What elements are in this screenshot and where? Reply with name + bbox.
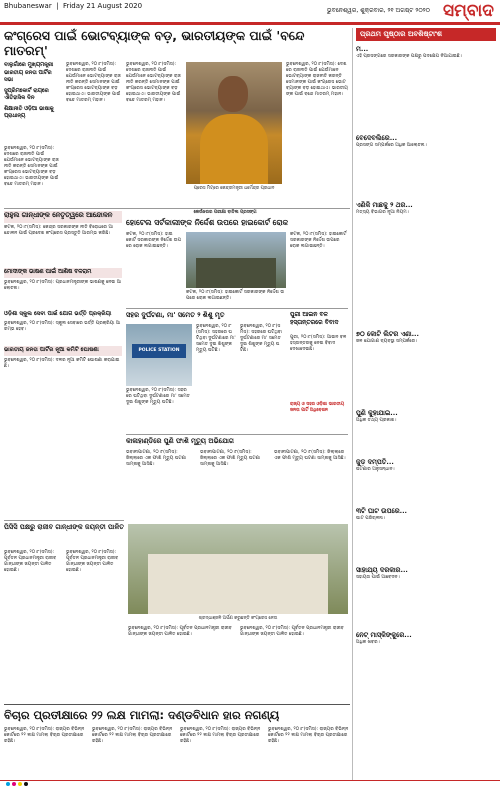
bottom-body-col4: ଭୁବନେଶ୍ୱର, ୨୦।୮(ସମିସ): ରାଜ୍ୟର ବିଭିନ୍ନ କୋର୍ଟରେ ୨୨ ଲକ୍ଷ ମାମଲା ବିଚାର ପ୍ରତୀକ୍ଷାରେ ରହିଛି।: [268, 727, 349, 744]
bottom-headline-box: [4, 707, 350, 725]
lead-headline: କଂଗ୍ରେସ ପାଇଁ ଭୋଟବ୍ୟାଙ୍କ ବଡ଼, ଭାରତୀୟଙ୍କ ପାଇଁ 'ବନ୍ଦେ ମାତରମ୍': [4, 28, 305, 58]
lead-photo: [186, 62, 282, 184]
bottom-body-col1: ଭୁବନେଶ୍ୱର, ୨୦।୮(ସମିସ): ରାଜ୍ୟର ବିଭିନ୍ନ କୋର୍ଟରେ ୨୨ ଲକ୍ଷ ମାମଲା ବିଚାର ପ୍ରତୀକ୍ଷାରେ ରହିଛି।: [4, 727, 85, 744]
school-headline-box: [4, 310, 122, 320]
sidebar-section-title: ୩ଟି ଘାଟ ଉପରେ...: [356, 507, 408, 515]
newspaper-logo: ସମ୍ବାଦ: [443, 1, 494, 21]
mid-body-col3: ଭୁବନେଶ୍ୱର, ୨୦।୮(ସମିସ): ସହରରେ ଘଟିଥିବା ଦୁର୍ଘଟଣାରେ ମା' ସମେତ ଦୁଇ ଶିଶୁଙ୍କ ମୃତ୍ୟୁ ଘଟିଛି।: [240, 324, 282, 353]
registration-dot: [12, 782, 16, 786]
bjp-headline-box: [4, 346, 122, 356]
lead-bullets: [4, 62, 62, 144]
sidebar-section-body: ମତ୍ସ୍ୟ ବିଭାଗର ନୂଆ ନିୟମ।: [356, 210, 409, 215]
rule: [126, 434, 348, 435]
bjp-body: ଭୁବନେଶ୍ୱର, ୨୦।୮(ସମିସ): ଦଳର ନୂଆ କମିଟି ଘୋଷଣା କରାଯାଇଛି।: [4, 358, 120, 369]
masthead-rule: [0, 22, 500, 25]
cong-photo: [128, 524, 348, 614]
cong-body-col2: ଭୁବନେଶ୍ୱର, ୨୦।୮(ସମିସ): ପୂର୍ବତନ ପ୍ରଧାନମନ୍ତ୍ରୀ ରାଜୀବ ଗାନ୍ଧୀଙ୍କ ଜୟନ୍ତୀ ପାଳିତ ହୋଇଛି।: [66, 550, 119, 573]
politics-headline-box: [4, 268, 122, 278]
politics-body: ଭୁବନେଶ୍ୱର, ୨୦।୮(ସମିସ): ପ୍ରଧାନମନ୍ତ୍ରୀଙ୍କ ଭାଷଣକୁ ନେଇ ଆଲୋଚନା।: [4, 280, 122, 291]
politics-headline: ମୋଦୀଙ୍କ ଭାଷଣ ପାଇଁ ଆଶିଷ ବଳରାମ: [4, 269, 92, 275]
cong-headline: ପିସିସି ପକ୍ଷରୁ ରାଜୀବ ଗାନ୍ଧୀଙ୍କ ଜୟନ୍ତୀ ପାଳିତ: [4, 523, 124, 531]
lead-bullet-1: ବାଲୁଗାଁରେ ମୁଖ୍ୟମନ୍ତ୍ରୀ ଭାରତୀୟ ଜନତା ପାର୍ଟିର ସଭା: [4, 62, 54, 83]
mid-headline-box: [126, 311, 286, 322]
hc-photo: [186, 232, 286, 288]
rule: [126, 308, 348, 309]
bottom-body-col2: ଭୁବନେଶ୍ୱର, ୨୦।୮(ସମିସ): ରାଜ୍ୟର ବିଭିନ୍ନ କୋର୍ଟରେ ୨୨ ଲକ୍ଷ ମାମଲା ବିଚାର ପ୍ରତୀକ୍ଷାରେ ରହିଛି।: [92, 727, 173, 744]
mid-body-col2: ଭୁବନେଶ୍ୱର, ୨୦।୮(ସମିସ): ସହରରେ ଘଟିଥିବା ଦୁର୍ଘଟଣାରେ ମା' ସମେତ ଦୁଇ ଶିଶୁଙ୍କ ମୃତ୍ୟୁ ଘଟିଛି।: [196, 324, 236, 353]
sidebar-section-title: ନେଟ୍ ମାସ୍କିଙ୍କୁରେ...: [356, 631, 412, 639]
lead-bullet-2: ସୁପ୍ରିମକୋର୍ଟ ରାୟରେ ଐତିହାସିକ ଦିନ: [4, 87, 49, 101]
lead-bullet-3: ଶିକ୍ଷାନୀତି ଓଡ଼ିଆ ଭାଷାକୁ ପ୍ରାଧାନ୍ୟ: [4, 105, 54, 119]
shifted-headline: ପୁରୀ ଆଇନ ବଳ ହସ୍ତାନ୍ତରରେ ବିବାଦ: [290, 311, 339, 326]
cong-headline-box: [4, 523, 124, 547]
portrait-body: [200, 114, 268, 184]
sidebar-section-title: ପୁଣି କୁହାଯାଇ...: [356, 409, 398, 417]
sidebar-section-body: ଘାଟ ପରିଚାଳନା।: [356, 516, 385, 521]
sidebar-section-body: ପ୍ରସଙ୍ଗ ସମ୍ପର୍କରେ ଅଧିକ ଆଲୋଚନା।: [356, 143, 427, 148]
cong-body-col3: ଭୁବନେଶ୍ୱର, ୨୦।୮(ସମିସ): ପୂର୍ବତନ ପ୍ରଧାନମନ୍ତ୍ରୀ ରାଜୀବ ଗାନ୍ଧୀଙ୍କ ଜୟନ୍ତୀ ପାଳିତ ହୋଇଛି।: [128, 626, 232, 637]
kalahandi-headline-box: [126, 437, 348, 448]
hc-headline-box: [126, 218, 348, 230]
hc-body-col3: କଟକ, ୨୦।୮(ସମିସ): ହାଇକୋର୍ଟ ସରକାରଙ୍କ ନିର୍ଦ୍ଦେଶ ଉପରେ ରୋକ ଲଗାଇଛନ୍ତି।: [290, 232, 347, 249]
sidebar-section-title: ବେଦେବଲିରେ...: [356, 134, 398, 142]
footer-rule: [0, 780, 500, 781]
rule: [4, 208, 350, 209]
sidebar-section-body: ଘଟଣାର ଅନୁସନ୍ଧାନ।: [356, 467, 395, 472]
cong-photo-caption: ଶ୍ରଦ୍ଧାଞ୍ଜଳି ଅର୍ପଣ କରୁଛନ୍ତି କଂଗ୍ରେସ ନେତା: [198, 616, 278, 621]
sidebar-section-body: ଏହି ପ୍ରସଙ୍ଗରେ ସରକାରଙ୍କ ପକ୍ଷରୁ ପଦକ୍ଷେପ ନିଆଯାଇଛି।: [356, 54, 462, 59]
police-station-photo: [126, 324, 192, 386]
hc-headline: ହୋଟେଲ ସର୍ଟକାଲୀଙ୍କ ନିର୍ଦ୍ଦେଶ ଉପରେ ହାଇକୋର୍ଟ ରୋକ: [126, 218, 289, 227]
mid-headline: ସହର ଦୁର୍ଘଟଣା, ମା' ସମେତ ୨ ଶିଶୁ ମୃତ: [126, 311, 225, 319]
sidebar-section-title: ସାହାଯ୍ୟ ଦରକାର...: [356, 566, 408, 574]
bottom-body-col3: ଭୁବନେଶ୍ୱର, ୨୦।୮(ସମିସ): ରାଜ୍ୟର ବିଭିନ୍ନ କୋର୍ଟରେ ୨୨ ଲକ୍ଷ ମାମଲା ବିଚାର ପ୍ରତୀକ୍ଷାରେ ରହିଛି।: [180, 727, 261, 744]
group-shape: [148, 554, 328, 614]
rule: [4, 704, 350, 705]
sidebar-section-title: ୭୦ କୋଟି ଲିଟର ଏଣା...: [356, 330, 419, 338]
edition: Bhubaneswar: [4, 2, 52, 10]
lead-headline-box: [4, 28, 349, 58]
sidebar-section-title: ଜୁଡ଼ ଦମ୍ପତି...: [356, 458, 394, 466]
school-body: ଭୁବନେଶ୍ୱର, ୨୦।୮(ସମିସ): ସ୍କୁଲ ସେବାରେ ଭର୍ତ୍ତି ପ୍ରକ୍ରିୟା ଆରମ୍ଭ ହେବ।: [4, 321, 121, 332]
hc-body-col1: କଟକ, ୨୦।୮(ସମିସ): ହାଇକୋର୍ଟ ସରକାରଙ୍କ ନିର୍ଦ୍ଦେଶ ଉପରେ ରୋକ ଲଗାଇଛନ୍ତି।: [126, 232, 182, 249]
cong-body-col1: ଭୁବନେଶ୍ୱର, ୨୦।୮(ସମିସ): ପୂର୍ବତନ ପ୍ରଧାନମନ୍ତ୍ରୀ ରାଜୀବ ଗାନ୍ଧୀଙ୍କ ଜୟନ୍ତୀ ପାଳିତ ହୋଇଛି।: [4, 550, 57, 573]
registration-dot: [24, 782, 28, 786]
sidebar-section-body: ଅଧିକ ତଥ୍ୟ ପ୍ରକାଶ।: [356, 418, 397, 423]
police-station-sign: POLICE STATION: [132, 344, 186, 358]
sidebar-section-title: ଏଣିକି ମାଛକୁ ୨ ଥର...: [356, 201, 413, 209]
rahul-body: କଟକ, ୨୦।୮(ସମିସ): କେନ୍ଦ୍ର ସରକାରଙ୍କ ନୀତି ବିରୋଧରେ ଆନ୍ଦୋଳନ ପାଇଁ ପ୍ରଦେଶ କଂଗ୍ରେସ ପ୍ରସ୍ତୁତି ଆରମ୍ଭ କରିଛି।: [4, 225, 113, 236]
rahul-headline-box: [4, 211, 122, 223]
sidebar-section-body: ଅଧିକ ଖବର।: [356, 640, 380, 645]
lead-body-col1: ଭୁବନେଶ୍ୱର, ୨୦।୮(ସମିସ): ଦେଶରେ ରାଜନୀତି ପାଇଁ ଯେଉଁମାନେ ଭୋଟବ୍ୟାଙ୍କ ରାଜନୀତି କରନ୍ତି ସେମାନଙ୍କ ପାଇଁ କଂଗ୍ରେସ ଭୋଟବ୍ୟାଙ୍କ ବଡ଼ ହୋଇଥାଏ। ଭାରତୀୟଙ୍କ ପାଇଁ ବନ୍ଦେ ମାତରମ୍ ମହାନ।: [4, 146, 59, 187]
sidebar-section-title: ମ...: [356, 45, 369, 53]
kalahandi-body-col2: ଭବାନୀପାଟଣା, ୨୦।୮(ସମିସ): ଜିଲ୍ଲାରେ ଏକ ଫାଶି ମୃତ୍ୟୁ ଘଟଣା ସାମ୍ନାକୁ ଆସିଛି।: [200, 450, 261, 467]
bjp-kicker: ରାଜ୍ୟ ଓ ସହର ଓଡ଼ିଶା ଭାରତୀୟ ଜନତା ପାର୍ଟି ଅଧିବେଶନ: [290, 402, 345, 413]
cong-body-col4: ଭୁବନେଶ୍ୱର, ୨୦।୮(ସମିସ): ପୂର୍ବତନ ପ୍ରଧାନମନ୍ତ୍ରୀ ରାଜୀବ ଗାନ୍ଧୀଙ୍କ ଜୟନ୍ତୀ ପାଳିତ ହୋଇଛି।: [240, 626, 344, 637]
lead-body-col2: ଭୁବନେଶ୍ୱର, ୨୦।୮(ସମିସ): ଦେଶରେ ରାଜନୀତି ପାଇଁ ଯେଉଁମାନେ ଭୋଟବ୍ୟାଙ୍କ ରାଜନୀତି କରନ୍ତି ସେମାନଙ୍କ ପାଇଁ କଂଗ୍ରେସ ଭୋଟବ୍ୟାଙ୍କ ବଡ଼ ହୋଇଥାଏ। ଭାରତୀୟଙ୍କ ପାଇଁ ବନ୍ଦେ ମାତରମ୍ ମହାନ।: [66, 62, 121, 103]
rahul-headline: ରାହୁଲ ଗାନ୍ଧୀଙ୍କ ନେତୃତ୍ୱରେ ଆନ୍ଦୋଳନ: [4, 211, 113, 219]
lead-body-col3: ଭୁବନେଶ୍ୱର, ୨୦।୮(ସମିସ): ଦେଶରେ ରାଜନୀତି ପାଇଁ ଯେଉଁମାନେ ଭୋଟବ୍ୟାଙ୍କ ରାଜନୀତି କରନ୍ତି ସେମାନଙ୍କ ପାଇଁ କଂଗ୍ରେସ ଭୋଟବ୍ୟାଙ୍କ ବଡ଼ ହୋଇଥାଏ। ଭାରତୀୟଙ୍କ ପାଇଁ ବନ୍ଦେ ମାତରମ୍ ମହାନ।: [126, 62, 181, 103]
rule: [4, 520, 124, 521]
hc-body-col2: କଟକ, ୨୦।୮(ସମିସ): ହାଇକୋର୍ଟ ସରକାରଙ୍କ ନିର୍ଦ୍ଦେଶ ଉପରେ ରୋକ ଲଗାଇଛନ୍ତି।: [186, 290, 285, 301]
lead-photo-caption: ପ୍ରେସ ମିଟ୍‌ରେ କେନ୍ଦ୍ରମନ୍ତ୍ରୀ ଧର୍ମେନ୍ଦ୍ର ପ୍ରଧାନ: [193, 186, 275, 191]
kalahandi-body-col1: ଭବାନୀପାଟଣା, ୨୦।୮(ସମିସ): ଜିଲ୍ଲାରେ ଏକ ଫାଶି ମୃତ୍ୟୁ ଘଟଣା ସାମ୍ନାକୁ ଆସିଛି।: [126, 450, 187, 467]
shifted-headline-box: [290, 311, 348, 333]
mid-body-col1: ଭୁବନେଶ୍ୱର, ୨୦।୮(ସମିସ): ସହରରେ ଘଟିଥିବା ଦୁର୍ଘଟଣାରେ ମା' ସମେତ ଦୁଇ ଶିଶୁଙ୍କ ମୃତ୍ୟୁ ଘଟିଛି।: [126, 388, 190, 405]
column-rule: [352, 28, 353, 780]
odia-date: ଭୁବନେଶ୍ୱର, ଶୁକ୍ରବାର, ୨୧ ଅଗଷ୍ଟ ୨୦୨୦: [326, 7, 430, 14]
continuation-sidebar: [356, 28, 496, 778]
sidebar-section-body: ସହାୟତା ପାଇଁ ଆବେଦନ।: [356, 575, 400, 580]
sidebar-header: ପ୍ରଥମ ପୃଷ୍ଠାର ଅବଶିଷ୍ଟାଂଶ: [356, 28, 496, 41]
crowd-shape: [196, 258, 276, 288]
shifted-body: ପୁରୀ, ୨୦।୮(ସମିସ): ଆଇନ ବଳ ହସ୍ତାନ୍ତରକୁ ନେଇ ବିବାଦ ଦେଖାଦେଇଛି।: [290, 335, 347, 352]
kalahandi-headline: କାଳାହାଣ୍ଡିରେ ପୁଣି ଫାଶି ମୃତ୍ୟୁ ଅଭିଯୋଗ: [126, 437, 234, 445]
date: Friday 21 August 2020: [62, 2, 143, 10]
sidebar-section-body: ଜଳ ଯୋଗାଣ ବ୍ୟବସ୍ଥା ସମ୍ପର୍କରେ।: [356, 339, 418, 344]
bjp-headline: ଭାରତୀୟ ଜନତା ପାର୍ଟିର ନୂଆ କମିଟି ଘୋଷଣା: [4, 347, 99, 353]
registration-dot: [6, 782, 10, 786]
lead-body-col4: ଭୁବନେଶ୍ୱର, ୨୦।୮(ସମିସ): ଦେଶରେ ରାଜନୀତି ପାଇଁ ଯେଉଁମାନେ ଭୋଟବ୍ୟାଙ୍କ ରାଜନୀତି କରନ୍ତି ସେମାନଙ୍କ ପାଇଁ କଂଗ୍ରେସ ଭୋଟବ୍ୟାଙ୍କ ବଡ଼ ହୋଇଥାଏ। ଭାରତୀୟଙ୍କ ପାଇଁ ବନ୍ଦେ ମାତରମ୍ ମହାନ।: [286, 62, 348, 97]
portrait-face: [218, 76, 248, 112]
bottom-headline: ବିଚାର ପ୍ରତୀକ୍ଷାରେ ୨୨ ଲକ୍ଷ ମାମଲା: ଦଣ୍ଡବିଧାନ ହାର ନଗଣ୍ୟ: [4, 708, 280, 722]
masthead: [0, 0, 500, 22]
school-headline: ଓଡ଼ିଶା ସ୍କୁଲ ସେବା ପାଇଁ ଯୋଗ ଭର୍ତ୍ତି ପ୍ରକ୍ରିୟା: [4, 311, 112, 317]
registration-dot: [18, 782, 22, 786]
hc-kicker: କେଉଁଝରର ପରୀକ୍ଷା ବାତିଲ ପ୍ରସଙ୍ଗ: [193, 210, 257, 215]
kalahandi-body-col3: ଭବାନୀପାଟଣା, ୨୦।୮(ସମିସ): ଜିଲ୍ଲାରେ ଏକ ଫାଶି ମୃତ୍ୟୁ ଘଟଣା ସାମ୍ନାକୁ ଆସିଛି।: [274, 450, 346, 461]
edition-info: Bhubaneswar | Friday 21 August 2020: [4, 2, 143, 10]
